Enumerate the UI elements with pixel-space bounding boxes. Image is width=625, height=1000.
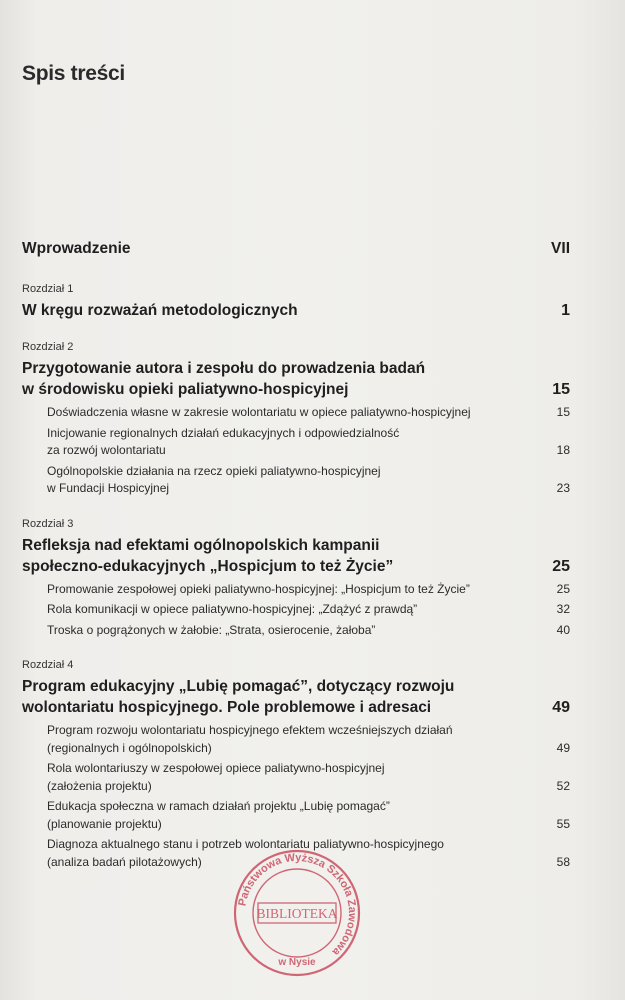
section-entry xyxy=(47,760,570,795)
section-entry xyxy=(47,622,570,640)
section-title xyxy=(47,425,517,460)
section-entry xyxy=(47,722,570,757)
section-title-line: (planowanie projektu) xyxy=(47,816,162,831)
section-title-line: Program rozwoju wolontariatu hospicyjnego efektem wcześniejszych działań xyxy=(47,723,453,737)
chapter-title-line: wolontariatu hospicyjnego. Pole problemowe i adresaci xyxy=(22,699,432,716)
section-title xyxy=(47,463,517,498)
chapter-title-row xyxy=(22,358,570,400)
section-page: 52 xyxy=(556,778,570,793)
chapter-title-row xyxy=(22,300,570,321)
section-page: 23 xyxy=(556,481,570,495)
chapter-page: 25 xyxy=(552,557,570,575)
chapter-4 xyxy=(22,659,570,871)
library-stamp xyxy=(228,848,366,978)
section-page: 32 xyxy=(556,602,570,616)
chapter-page: 15 xyxy=(552,381,570,398)
section-title xyxy=(47,760,517,795)
toc-entry-intro xyxy=(22,240,570,258)
section-entry xyxy=(47,798,570,833)
section-title-line: Diagnoza aktualnego stanu i potrzeb wolontariatu paliatywno-hospicyjnego xyxy=(47,837,444,851)
chapter-label: Rozdział 4 xyxy=(22,659,74,671)
section-title: Promowanie zespołowej opieki paliatywno-hospicyjnej: „Hospicjum to też Życie” xyxy=(47,581,470,596)
intro-page: VII xyxy=(551,240,570,257)
section-title: Troska o pogrążonych w żałobie: „Strata, osierocenie, żałoba” xyxy=(47,622,376,637)
section-page: 18 xyxy=(556,443,570,457)
section-page: 25 xyxy=(556,581,570,596)
section-entry xyxy=(47,425,570,460)
section-page: 55 xyxy=(556,816,570,831)
stamp-ring-text: Państwowa Wyższa Szkoła Zawodowa xyxy=(236,851,359,958)
chapter-page: 49 xyxy=(552,699,570,716)
chapter-title-row xyxy=(22,535,570,577)
chapter-label: Rozdział 2 xyxy=(22,341,74,353)
section-page: 40 xyxy=(556,622,570,637)
chapter-page: 1 xyxy=(561,302,570,319)
chapter-title-line: Przygotowanie autora i zespołu do prowadzenia badań xyxy=(22,360,426,377)
page-title: Spis treści xyxy=(22,62,125,85)
table-of-contents xyxy=(22,240,570,891)
section-title-line: (założenia projektu) xyxy=(47,778,152,793)
chapter-title xyxy=(22,676,492,718)
section-list xyxy=(47,404,570,498)
section-title-line: (analiza badań pilotażowych) xyxy=(47,854,202,869)
chapter-title-row xyxy=(22,676,570,718)
section-title: Rola komunikacji w opiece paliatywno-hospicyjnej: „Zdążyć z prawdą” xyxy=(47,602,418,616)
section-entry xyxy=(47,404,570,422)
chapter-title-line: społeczno-edukacyjnych „Hospicjum to też Życie” xyxy=(22,557,394,575)
section-entry xyxy=(47,601,570,619)
chapter-title-line: Refleksja nad efektami ogólnopolskich kampanii xyxy=(22,536,380,554)
section-title-line: Ogólnopolskie działania na rzecz opieki paliatywno-hospicyjnej xyxy=(47,463,381,478)
section-page: 58 xyxy=(556,854,570,869)
section-title xyxy=(47,722,517,757)
stamp-center-text: BIBLIOTEKA xyxy=(256,906,338,921)
section-page: 15 xyxy=(556,405,570,419)
section-title xyxy=(47,798,517,833)
section-entry xyxy=(47,581,570,599)
section-title-line: Edukacja społeczna w ramach działań projektu „Lubię pomagać” xyxy=(47,799,390,813)
stamp-bottom-text: w Nysie xyxy=(278,957,316,968)
chapter-title-line: Program edukacyjny „Lubię pomagać”, dotyczący rozwoju xyxy=(22,678,455,695)
section-title-line: Inicjowanie regionalnych działań edukacyjnych i odpowiedzialność xyxy=(47,425,400,440)
section-title: Doświadczenia własne w zakresie wolontariatu w opiece paliatywno-hospicyjnej xyxy=(47,405,471,419)
chapter-title: W kręgu rozważań metodologicznych xyxy=(22,302,298,319)
chapter-label: Rozdział 3 xyxy=(22,517,74,530)
chapter-title-line: w środowisku opieki paliatywno-hospicyjnej xyxy=(22,381,349,398)
section-title-line: Rola wolontariuszy w zespołowej opiece paliatywno-hospicyjnej xyxy=(47,761,385,775)
chapter-2 xyxy=(22,341,570,498)
chapter-label: Rozdział 1 xyxy=(22,283,74,295)
chapter-1 xyxy=(22,283,570,321)
section-title-line: za rozwój wolontariatu xyxy=(47,443,166,457)
chapter-title xyxy=(22,358,462,400)
section-entry xyxy=(47,463,570,498)
intro-title: Wprowadzenie xyxy=(22,240,131,257)
section-page: 49 xyxy=(556,740,570,755)
section-title-line: w Fundacji Hospicyjnej xyxy=(47,481,170,495)
section-list xyxy=(47,581,570,640)
section-title-line: (regionalnych i ogólnopolskich) xyxy=(47,740,212,755)
chapter-title xyxy=(22,535,462,577)
chapter-3 xyxy=(22,518,570,640)
